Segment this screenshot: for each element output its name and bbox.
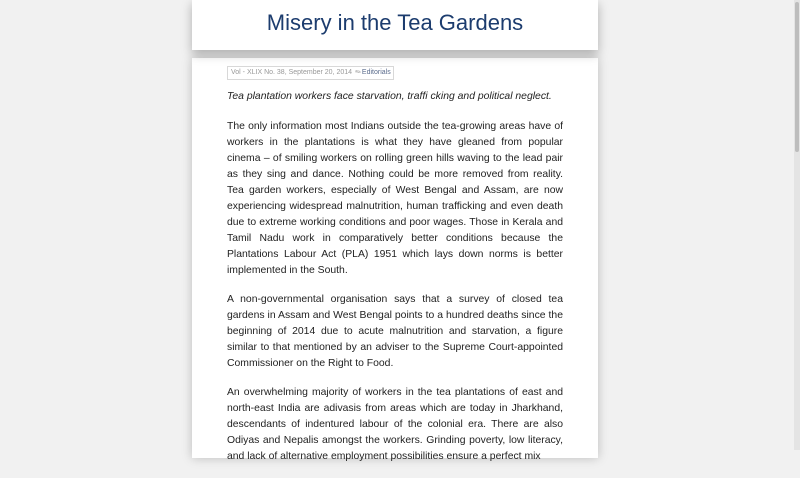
article-paragraph: An overwhelming majority of workers in the tea plantations of east and north-east India are adivasis from areas which are today in Jharkhand, descendants of indentured labour of the colonial era. There are also Odiyas and Nepalis amongst the workers. Grinding poverty, low literacy, and lack of alternative employment possibilities ensure a perfect mix xyxy=(227,387,563,462)
vertical-scrollbar[interactable] xyxy=(794,0,800,450)
article-card xyxy=(192,58,598,462)
article-meta xyxy=(227,66,394,80)
article-paragraph: The only information most Indians outside the tea-growing areas have of workers in the plantations is what they have gleaned from popular cinema – of smiling workers on rolling green hills waving to the lead pair as they sing and dance. Nothing could be more removed from reality. Tea garden workers, especially of West Bengal and Assam, are now experiencing widespread malnutrition, human trafficking and even death due to extreme working conditions and poor wages. Those in Kerala and Tamil Nadu work in comparatively better conditions because the Plantations Labour Act (PLA) 1951 which lays down norms is better implemented in the South. xyxy=(227,121,563,276)
category-link[interactable]: Editorials xyxy=(361,69,391,76)
article-standfirst: Tea plantation workers face starvation, traffi cking and political neglect. xyxy=(227,91,552,102)
title-header xyxy=(192,0,598,50)
issue-info: Vol - XLIX No. 38, September 20, 2014 xyxy=(231,69,353,76)
article-paragraph: A non-governmental organisation says that a survey of closed tea gardens in Assam and West Bengal points to a hundred deaths since the beginning of 2014 due to acute malnutrition and starvation, a figure similar to that mentioned by an adviser to the Supreme Court-appointed Commissioner on the Right to Food. xyxy=(227,294,563,369)
page-title: Misery in the Tea Gardens xyxy=(266,10,524,35)
article-body xyxy=(227,89,563,478)
tag-icon: ✎ xyxy=(354,68,364,78)
scrollbar-thumb[interactable] xyxy=(795,2,799,152)
